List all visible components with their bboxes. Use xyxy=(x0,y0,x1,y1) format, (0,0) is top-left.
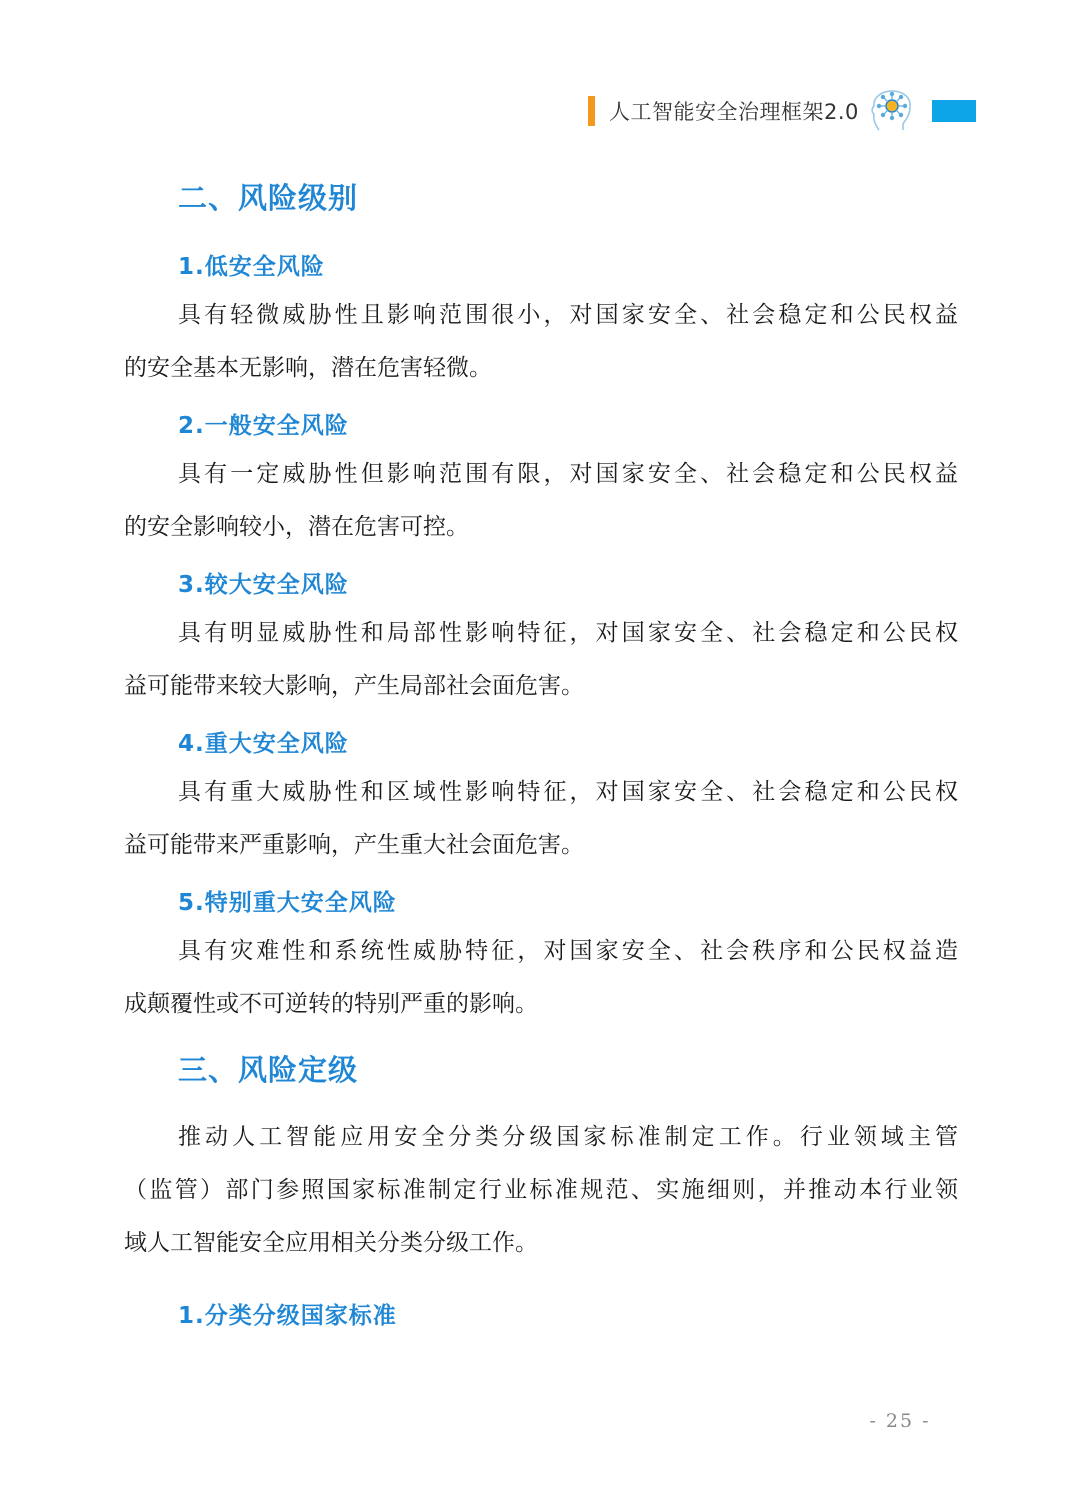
paragraph-general-risk xyxy=(124,448,958,554)
paragraph-line: 的安全基本无影响，潜在危害轻微。 xyxy=(124,355,492,381)
brain-circuit-icon xyxy=(865,86,919,136)
running-header xyxy=(588,92,919,130)
paragraph-line: 具有灾难性和系统性威胁特征，对国家安全、社会秩序和公民权益造 xyxy=(178,938,958,964)
subheading-major-risk: 3.较大安全风险 xyxy=(178,572,349,598)
paragraph-line: 域人工智能安全应用相关分类分级工作。 xyxy=(124,1230,538,1256)
paragraph-line: （监管）部门参照国家标准制定行业标准规范、实施细则，并推动本行业领 xyxy=(124,1177,958,1203)
header-color-block xyxy=(932,100,976,122)
section-heading-risk-levels: 二、风险级别 xyxy=(178,181,359,215)
section-heading-risk-grading: 三、风险定级 xyxy=(178,1053,359,1087)
paragraph-major-risk xyxy=(124,607,958,713)
subheading-critical-risk: 5.特别重大安全风险 xyxy=(178,890,397,916)
subheading-national-standard: 1.分类分级国家标准 xyxy=(178,1303,397,1329)
paragraph-line: 的安全影响较小，潜在危害可控。 xyxy=(124,514,469,540)
paragraph-line: 益可能带来严重影响，产生重大社会面危害。 xyxy=(124,832,584,858)
paragraph-serious-risk xyxy=(124,766,958,872)
paragraph-line: 推动人工智能应用安全分类分级国家标准制定工作。行业领域主管 xyxy=(178,1124,958,1150)
paragraph-critical-risk xyxy=(124,925,958,1031)
paragraph-low-risk xyxy=(124,289,958,395)
page-number: - 25 - xyxy=(869,1410,931,1432)
subheading-serious-risk: 4.重大安全风险 xyxy=(178,731,349,757)
paragraph-line: 成颠覆性或不可逆转的特别严重的影响。 xyxy=(124,991,538,1017)
paragraph-line: 具有一定威胁性但影响范围有限，对国家安全、社会稳定和公民权益 xyxy=(178,461,958,487)
subheading-low-risk: 1.低安全风险 xyxy=(178,254,325,280)
header-title: 人工智能安全治理框架2.0 xyxy=(609,100,859,124)
paragraph-line: 具有重大威胁性和区域性影响特征，对国家安全、社会稳定和公民权 xyxy=(178,779,958,805)
paragraph-line: 具有轻微威胁性且影响范围很小，对国家安全、社会稳定和公民权益 xyxy=(178,302,958,328)
header-accent-bar xyxy=(588,96,595,126)
paragraph-line: 具有明显威胁性和局部性影响特征，对国家安全、社会稳定和公民权 xyxy=(178,620,958,646)
paragraph-risk-grading xyxy=(124,1111,958,1270)
subheading-general-risk: 2.一般安全风险 xyxy=(178,413,349,439)
paragraph-line: 益可能带来较大影响，产生局部社会面危害。 xyxy=(124,673,584,699)
